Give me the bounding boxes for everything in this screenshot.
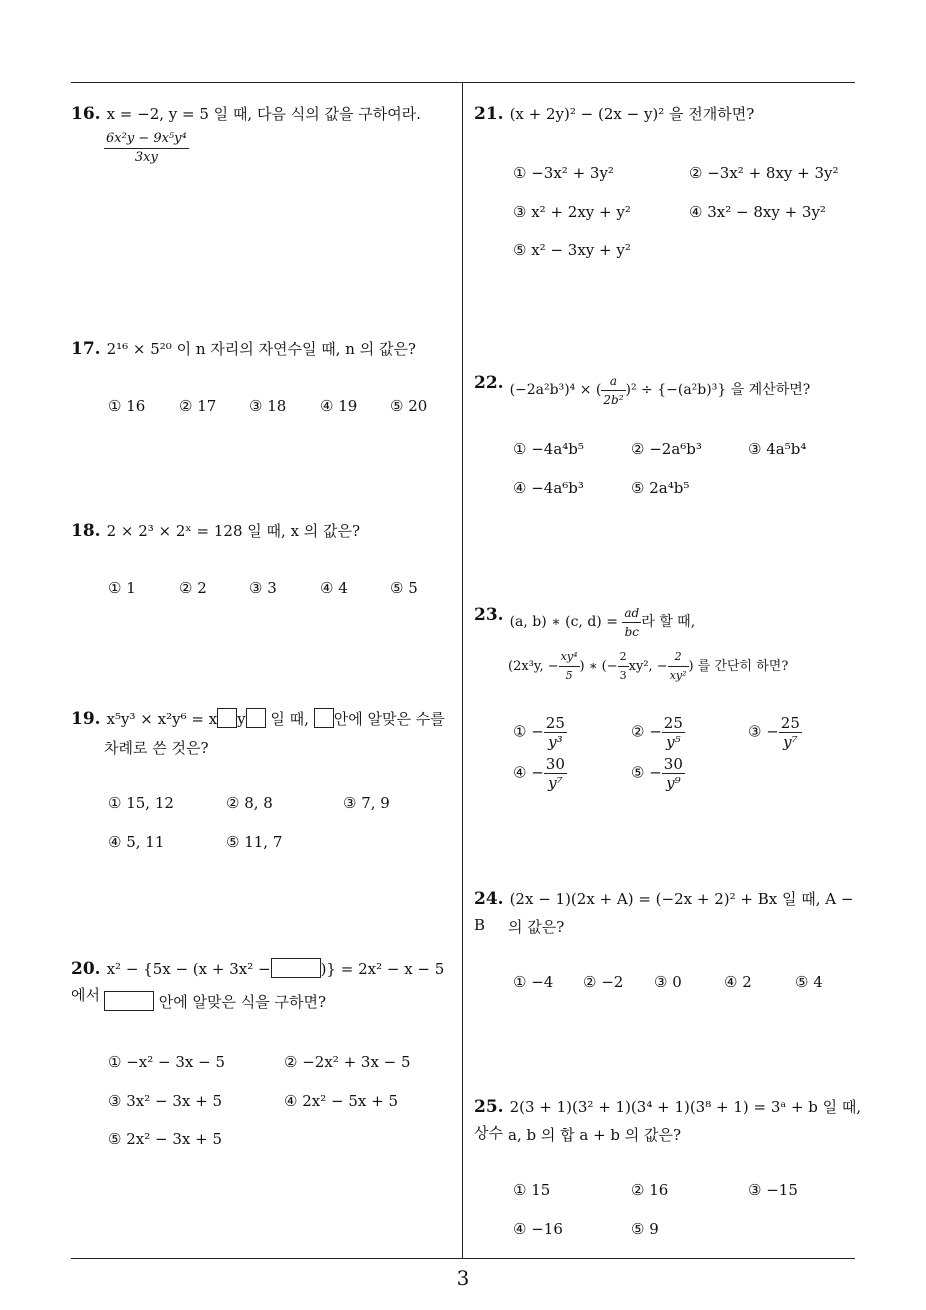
question-22	[474, 370, 859, 409]
question-text: 라 할 때,	[641, 614, 696, 630]
fraction-denominator: 3	[619, 669, 627, 682]
question-text: ) ∗ (−	[579, 659, 618, 674]
fraction-numerator: a	[601, 372, 625, 391]
blank-box	[104, 991, 154, 1011]
question-number: 21.	[474, 104, 504, 124]
question-19	[71, 706, 459, 732]
fraction-denominator: y⁷	[783, 733, 798, 751]
choice-4[interactable]: ④ −4a⁶b³	[513, 479, 584, 497]
question-number: 16.	[71, 104, 101, 124]
question-16-expression	[104, 130, 189, 167]
question-text: y	[237, 710, 246, 728]
fraction-denominator: 2b²	[603, 392, 624, 407]
choice-5[interactable]: ⑤ 9	[631, 1220, 659, 1238]
question-18	[71, 518, 456, 544]
fraction-numerator: 25	[545, 714, 565, 732]
blank-box	[314, 708, 334, 728]
choice-label: ② −	[631, 722, 662, 741]
top-rule	[71, 82, 855, 83]
choice-2[interactable]	[631, 714, 685, 751]
choice-3[interactable]	[748, 714, 802, 751]
question-number: 23.	[474, 605, 504, 625]
choice-4[interactable]: ④ 2	[724, 973, 752, 991]
fraction-denominator: xy²	[669, 669, 687, 682]
choice-1[interactable]: ① 16	[108, 397, 146, 415]
choice-4[interactable]: ④ 3x² − 8xy + 3y²	[689, 203, 826, 221]
choice-5[interactable]: ⑤ 4	[795, 973, 823, 991]
question-text: (a, b) ∗ (c, d) =	[509, 614, 618, 630]
blank-box	[246, 708, 266, 728]
choice-label: ① −	[513, 722, 544, 741]
choice-3[interactable]: ③ 4a⁵b⁴	[748, 440, 807, 458]
choice-4[interactable]: ④ 5, 11	[108, 833, 165, 851]
question-text: )² ÷ {−(a²b)³} 을 계산하면?	[625, 382, 811, 398]
question-text: 안에 알맞은 식을 구하면?	[154, 993, 327, 1011]
fraction-numerator: 2	[618, 648, 629, 667]
choice-1[interactable]: ① −4	[513, 973, 554, 991]
question-number: 19.	[71, 709, 101, 729]
fraction-numerator: xy⁴	[559, 648, 580, 667]
choice-3[interactable]: ③ 0	[654, 973, 682, 991]
choice-5[interactable]: ⑤ 2x² − 3x + 5	[108, 1130, 222, 1148]
question-text: x = −2, y = 5 일 때, 다음 식의 값을 구하여라.	[106, 105, 421, 123]
choice-2[interactable]: ② 8, 8	[226, 794, 273, 812]
choice-4[interactable]: ④ 19	[320, 397, 358, 415]
fraction-numerator: 30	[545, 755, 565, 773]
question-text: (2x³y, −	[508, 659, 559, 674]
choice-3[interactable]: ③ −15	[748, 1181, 798, 1199]
question-text: x⁵y³ × x²y⁶ = x	[106, 710, 218, 728]
fraction-numerator: 2	[668, 648, 689, 667]
question-number: 24.	[474, 889, 504, 909]
question-text: (2x − 1)(2x + A) = (−2x + 2)² + Bx 일 때, A − B	[474, 890, 854, 934]
choice-2[interactable]: ② −2x² + 3x − 5	[284, 1053, 411, 1071]
question-text: ) 를 간단히 하면?	[688, 659, 789, 674]
question-number: 20.	[71, 959, 101, 979]
question-number: 22.	[474, 373, 504, 393]
choice-3[interactable]: ③ x² + 2xy + y²	[513, 203, 631, 221]
question-20-line2	[104, 989, 326, 1015]
choice-3[interactable]: ③ 18	[249, 397, 287, 415]
bottom-rule	[71, 1258, 855, 1259]
question-text: )} = 2x² − x − 5 에서	[71, 960, 445, 1004]
question-text: x² − {5x − (x + 3x² −	[106, 960, 271, 978]
question-text: 2(3 + 1)(3² + 1)(3⁴ + 1)(3⁸ + 1) = 3ᵃ + b 일 때, 상수	[474, 1098, 862, 1142]
choice-3[interactable]: ③ 7, 9	[343, 794, 390, 812]
choice-4[interactable]	[513, 755, 567, 792]
question-16	[71, 101, 456, 127]
choice-4[interactable]: ④ 2x² − 5x + 5	[284, 1092, 398, 1110]
fraction-numerator: 25	[663, 714, 683, 732]
choice-5[interactable]: ⑤ 5	[390, 579, 418, 597]
choice-label: ③ −	[748, 722, 779, 741]
choice-1[interactable]: ① 15, 12	[108, 794, 174, 812]
blank-box	[217, 708, 237, 728]
choice-1[interactable]: ① −4a⁴b⁵	[513, 440, 584, 458]
choice-4[interactable]: ④ −16	[513, 1220, 563, 1238]
question-number: 18.	[71, 521, 101, 541]
question-text: (x + 2y)² − (2x − y)² 을 전개하면?	[509, 105, 755, 123]
choice-2[interactable]: ② −3x² + 8xy + 3y²	[689, 164, 839, 182]
question-text: 일 때,	[265, 710, 309, 728]
fraction-denominator: y⁵	[666, 733, 681, 751]
question-text: 2 × 2³ × 2ˣ = 128 일 때, x 의 값은?	[106, 522, 361, 540]
fraction-numerator: 25	[780, 714, 800, 732]
fraction-denominator: bc	[624, 624, 640, 639]
fraction-numerator: 6x²y − 9x⁵y⁴	[104, 130, 189, 149]
question-text: 2¹⁶ × 5²⁰ 이 n 자리의 자연수일 때, n 의 값은?	[106, 340, 416, 358]
question-19-line2: 차례로 쓴 것은?	[104, 739, 209, 757]
choice-label: ⑤ −	[631, 763, 662, 782]
choice-1[interactable]: ① 15	[513, 1181, 551, 1199]
fraction-denominator: y³	[548, 733, 563, 751]
choice-5[interactable]	[631, 755, 685, 792]
column-divider	[462, 82, 463, 1259]
question-number: 17.	[71, 339, 101, 359]
question-text: xy², −	[628, 659, 668, 674]
question-23-line2	[508, 648, 863, 685]
question-number: 25.	[474, 1097, 504, 1117]
blank-box	[271, 958, 321, 978]
choice-3[interactable]: ③ 3x² − 3x + 5	[108, 1092, 222, 1110]
choice-2[interactable]: ② −2a⁶b³	[631, 440, 702, 458]
fraction-denominator: 3xy	[134, 150, 158, 165]
choice-1[interactable]: ① −3x² + 3y²	[513, 164, 614, 182]
choice-4[interactable]: ④ 4	[320, 579, 348, 597]
question-21	[474, 101, 859, 127]
question-text: (−2a²b³)⁴ × (	[509, 382, 602, 398]
question-text: 안에 알맞은 수를	[333, 710, 445, 728]
choice-2[interactable]: ② 2	[179, 579, 207, 597]
page-number: 3	[456, 1266, 470, 1290]
question-23	[474, 602, 859, 641]
fraction-numerator: 30	[663, 755, 683, 773]
choice-1[interactable]	[513, 714, 567, 751]
choice-1[interactable]: ① −x² − 3x − 5	[108, 1053, 226, 1071]
choice-2[interactable]: ② 17	[179, 397, 217, 415]
choice-label: ④ −	[513, 763, 544, 782]
fraction-numerator: ad	[622, 604, 641, 623]
fraction-denominator: y⁹	[666, 774, 681, 792]
fraction-denominator: y⁷	[548, 774, 563, 792]
question-17	[71, 336, 456, 362]
choice-3[interactable]: ③ 3	[249, 579, 277, 597]
choice-1[interactable]: ① 1	[108, 579, 136, 597]
question-24-line2: 의 값은?	[508, 918, 565, 936]
choice-2[interactable]: ② 16	[631, 1181, 669, 1199]
choice-2[interactable]: ② −2	[583, 973, 624, 991]
choice-5[interactable]: ⑤ 11, 7	[226, 833, 283, 851]
choice-5[interactable]: ⑤ 2a⁴b⁵	[631, 479, 690, 497]
fraction-denominator: 5	[565, 669, 573, 682]
question-25-line2: a, b 의 합 a + b 의 값은?	[508, 1126, 682, 1144]
choice-5[interactable]: ⑤ 20	[390, 397, 428, 415]
choice-5[interactable]: ⑤ x² − 3xy + y²	[513, 241, 631, 259]
